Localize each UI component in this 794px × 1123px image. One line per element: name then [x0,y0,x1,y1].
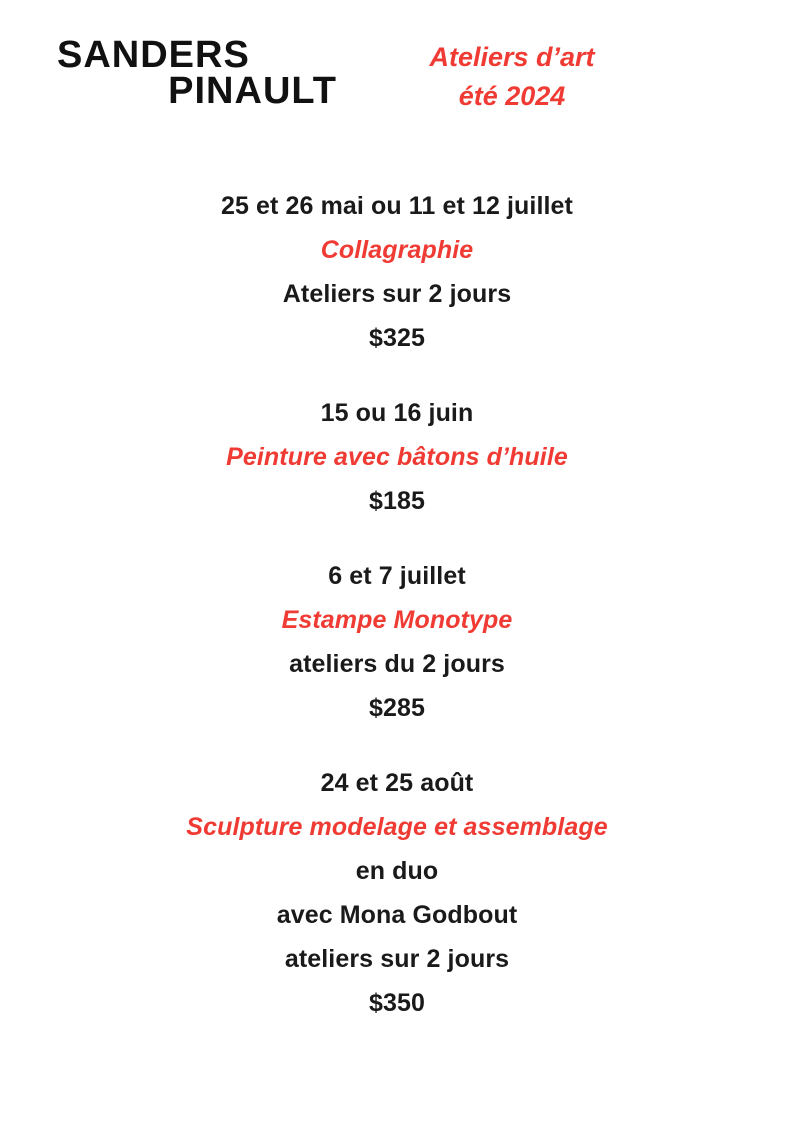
workshop-dates: 24 et 25 août [320,769,474,797]
poster-header [0,0,794,150]
brand-logo-line-1: SANDERS [57,34,250,76]
page-title-line-1: Ateliers d’art [429,42,595,72]
workshop-detail: avec Mona Godbout [276,901,518,929]
workshop-price: $285 [368,694,425,722]
page-title-line-2: été 2024 [458,81,566,112]
workshop-detail: Ateliers sur 2 jours [282,280,512,308]
workshop-title: Sculpture modelage et assemblage [186,813,608,841]
workshop-dates: 6 et 7 juillet [328,562,466,590]
workshop-item [0,554,794,730]
brand-logo-line-2: PINAULT [168,70,337,112]
workshop-dates: 15 ou 16 juin [320,399,474,427]
page-title [342,38,682,116]
workshop-item [0,761,794,1025]
workshop-title: Estampe Monotype [281,606,513,634]
workshop-dates: 25 et 26 mai ou 11 et 12 juillet [221,192,573,220]
workshop-detail: ateliers du 2 jours [289,650,505,678]
workshop-price: $325 [368,324,425,352]
workshop-detail: en duo [355,857,439,885]
workshop-title: Collagraphie [320,236,474,264]
workshop-detail: ateliers sur 2 jours [284,945,510,973]
workshop-item [0,184,794,360]
brand-logo [57,36,337,110]
workshop-price: $350 [368,989,425,1017]
workshop-title: Peinture avec bâtons d’huile [226,443,568,471]
workshop-item [0,391,794,523]
workshop-list [0,150,794,1025]
workshop-price: $185 [368,487,425,515]
